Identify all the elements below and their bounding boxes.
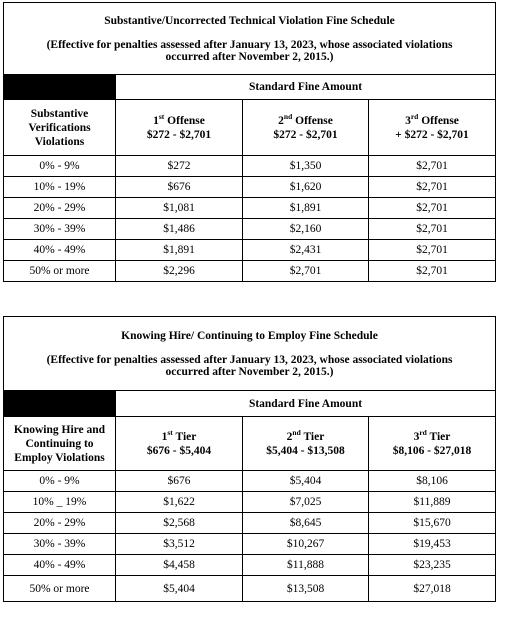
table-row [4, 156, 496, 177]
table-title: Substantive/Uncorrected Technical Violation Fine Schedule [104, 14, 395, 27]
cell-value: $10,267 [243, 534, 369, 555]
column-header-row [4, 100, 496, 156]
cell-value: $1,891 [243, 198, 369, 219]
column-header-3rd-tier: 3rd Tier $8,106 - $27,018 [369, 417, 496, 471]
effective-note-line2: occurred after November 2, 2015.) [165, 365, 334, 378]
row-header-line: Violations [34, 135, 85, 148]
column-header-2nd-tier: 2nd Tier $5,404 - $13,508 [243, 417, 369, 471]
table-title-cell [4, 317, 496, 391]
table-title: Knowing Hire/ Continuing to Employ Fine Schedule [121, 329, 378, 342]
table-title-row [4, 317, 496, 391]
cell-value: $2,701 [369, 198, 496, 219]
effective-note-line1: (Effective for penalties assessed after January 13, 2023, whose associated violations [46, 38, 453, 51]
cell-value: $5,404 [243, 471, 369, 492]
standard-fine-row [4, 391, 496, 417]
table-row [4, 240, 496, 261]
black-header-cell [4, 75, 116, 100]
cell-value: $1,350 [243, 156, 369, 177]
row-label: 0% - 9% [4, 156, 116, 177]
row-label: 10% - 19% [4, 177, 116, 198]
standard-fine-label: Standard Fine Amount [116, 391, 496, 417]
effective-note-line2: occurred after November 2, 2015.) [165, 50, 334, 63]
row-label: 40% - 49% [4, 240, 116, 261]
cell-value: $4,458 [116, 555, 243, 576]
table-row [4, 198, 496, 219]
cell-value: $15,670 [369, 513, 496, 534]
column-header-row [4, 417, 496, 471]
cell-value: $1,620 [243, 177, 369, 198]
table-row [4, 219, 496, 240]
cell-value: $1,891 [116, 240, 243, 261]
cell-value: $11,889 [369, 492, 496, 513]
row-label: 30% - 39% [4, 534, 116, 555]
row-header-line: Employ Violations [14, 451, 105, 464]
cell-value: $2,701 [369, 240, 496, 261]
cell-value: $676 [116, 177, 243, 198]
table-row [4, 576, 496, 602]
table-row [4, 534, 496, 555]
cell-value: $2,701 [369, 219, 496, 240]
cell-value: $5,404 [116, 576, 243, 602]
table-row [4, 513, 496, 534]
cell-value: $2,701 [369, 177, 496, 198]
cell-value: $27,018 [369, 576, 496, 602]
row-label: 40% - 49% [4, 555, 116, 576]
row-label: 50% or more [4, 576, 116, 602]
row-header-line: Continuing to [25, 437, 94, 450]
table-row [4, 555, 496, 576]
cell-value: $1,486 [116, 219, 243, 240]
cell-value: $19,453 [369, 534, 496, 555]
row-header-cell [4, 417, 116, 471]
cell-value: $1,622 [116, 492, 243, 513]
cell-value: $1,081 [116, 198, 243, 219]
column-header-1st-tier: 1st Tier $676 - $5,404 [116, 417, 243, 471]
row-header-line: Knowing Hire and [13, 423, 106, 436]
knowing-hire-fine-schedule-table [3, 316, 496, 602]
table-row [4, 177, 496, 198]
table-title-cell [4, 3, 496, 75]
cell-value: $2,568 [116, 513, 243, 534]
column-header-2nd-offense: 2nd Offense $272 - $2,701 [243, 100, 369, 156]
black-header-cell [4, 391, 116, 417]
cell-value: $2,701 [243, 261, 369, 282]
row-header-line: Verifications [28, 121, 91, 134]
column-header-1st-offense: 1st Offense $272 - $2,701 [116, 100, 243, 156]
cell-value: $676 [116, 471, 243, 492]
table-row [4, 261, 496, 282]
cell-value: $3,512 [116, 534, 243, 555]
cell-value: $272 [116, 156, 243, 177]
table-title-row [4, 3, 496, 75]
cell-value: $8,106 [369, 471, 496, 492]
row-header-cell [4, 100, 116, 156]
row-label: 10% _ 19% [4, 492, 116, 513]
column-header-3rd-offense: 3rd Offense + $272 - $2,701 [369, 100, 496, 156]
standard-fine-row [4, 75, 496, 100]
standard-fine-label: Standard Fine Amount [116, 75, 496, 100]
cell-value: $2,701 [369, 156, 496, 177]
cell-value: $2,296 [116, 261, 243, 282]
table-row [4, 492, 496, 513]
row-label: 30% - 39% [4, 219, 116, 240]
cell-value: $23,235 [369, 555, 496, 576]
row-label: 20% - 29% [4, 198, 116, 219]
substantive-fine-schedule-table [3, 2, 496, 282]
row-header-line: Substantive [30, 107, 89, 120]
row-label: 20% - 29% [4, 513, 116, 534]
cell-value: $8,645 [243, 513, 369, 534]
cell-value: $11,888 [243, 555, 369, 576]
cell-value: $2,160 [243, 219, 369, 240]
cell-value: $13,508 [243, 576, 369, 602]
cell-value: $7,025 [243, 492, 369, 513]
effective-note-line1: (Effective for penalties assessed after January 13, 2023, whose associated violations [46, 353, 453, 366]
cell-value: $2,701 [369, 261, 496, 282]
table-row [4, 471, 496, 492]
row-label: 0% - 9% [4, 471, 116, 492]
cell-value: $2,431 [243, 240, 369, 261]
row-label: 50% or more [4, 261, 116, 282]
